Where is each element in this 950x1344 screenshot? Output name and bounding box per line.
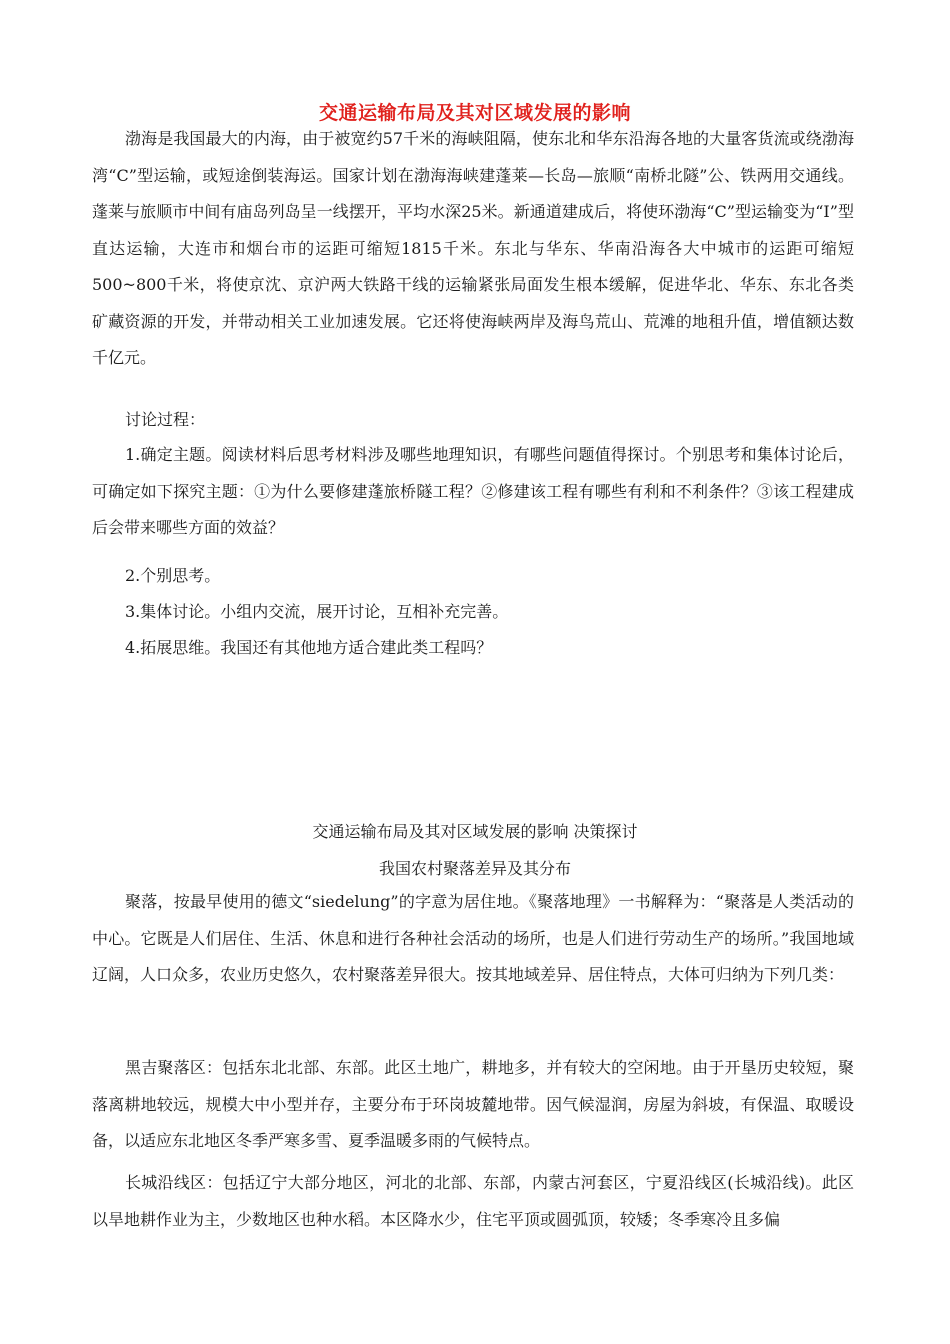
section2-para3-block (92, 1165, 854, 1238)
step-4: 4.拓展思维。我国还有其他地方适合建此类工程吗？ (125, 638, 493, 657)
intro-block (92, 121, 854, 377)
step-1: 1.确定主题。阅读材料后思考材料涉及哪些地理知识，有哪些问题值得探讨。个别思考和集体讨论后，可确定如下探究主题：①为什么要修建蓬旅桥隧工程？②修建该工程有哪些有利和不利条件？③该工程建成后会带来哪些方面的效益？ (92, 445, 854, 537)
step-3: 3.集体讨论。小组内交流，展开讨论，互相补充完善。 (125, 602, 509, 621)
section2-paragraph-2: 黑吉聚落区：包括东北北部、东部。此区土地广，耕地多，并有较大的空闲地。由于开垦历史较短，聚落离耕地较远，规模大中小型并存，主要分布于环岗坡麓地带。因气候湿润，房屋为斜坡，有保温、取暖设备，以适应东北地区冬季严寒多雪、夏季温暖多雨的气候特点。 (92, 1058, 854, 1150)
section2-para2-block (92, 1050, 854, 1160)
section2-para1-block (92, 884, 854, 994)
document-title: 交通运输布局及其对区域发展的影响 (318, 102, 631, 124)
step-2: 2.个别思考。 (125, 566, 221, 585)
section2-paragraph-3: 长城沿线区：包括辽宁大部分地区，河北的北部、东部，内蒙古河套区，宁夏沿线区(长城沿线)。此区以旱地耕作业为主，少数地区也种水稻。本区降水少，住宅平顶或圆弧顶，较矮；冬季寒冷且多偏 (92, 1173, 854, 1229)
discussion-heading: 讨论过程： (125, 410, 206, 429)
section2-paragraph-1: 聚落，按最早使用的德文“siedelung”的字意为居住地。《聚落地理》一书解释为：“聚落是人类活动的中心。它既是人们居住、生活、休息和进行各种社会活动的场所，也是人们进行劳动生产的场所。”我国地域辽阔，人口众多，农业历史悠久，农村聚落差异很大。按其地域差异、居住特点，大体可归纳为下列几类： (92, 892, 854, 984)
section2-subheading: 我国农村聚落差异及其分布 (378, 859, 571, 878)
section2-heading: 交通运输布局及其对区域发展的影响 决策探讨 (312, 822, 638, 841)
intro-paragraph: 渤海是我国最大的内海，由于被宽约57千米的海峡阻隔，使东北和华东沿海各地的大量客货流或绕渤海湾“C”型运输，或短途倒装海运。国家计划在渤海海峡建蓬莱—长岛—旅顺“南桥北隧”公、铁两用交通线。蓬莱与旅顺市中间有庙岛列岛呈一线摆开，平均水深25米。新通道建成后，将使环渤海“C”型运输变为“I”型直达运输，大连市和烟台市的运距可缩短1815千米。东北与华东、华南沿海各大中城市的运距可缩短500~800千米，将使京沈、京沪两大铁路干线的运输紧张局面发生根本缓解，促进华北、华东、东北各类矿藏资源的开发，并带动相关工业加速发展。它还将使海峡两岸及海鸟荒山、荒滩的地租升值，增值额达数千亿元。 (92, 129, 854, 367)
step1-block (92, 437, 854, 547)
